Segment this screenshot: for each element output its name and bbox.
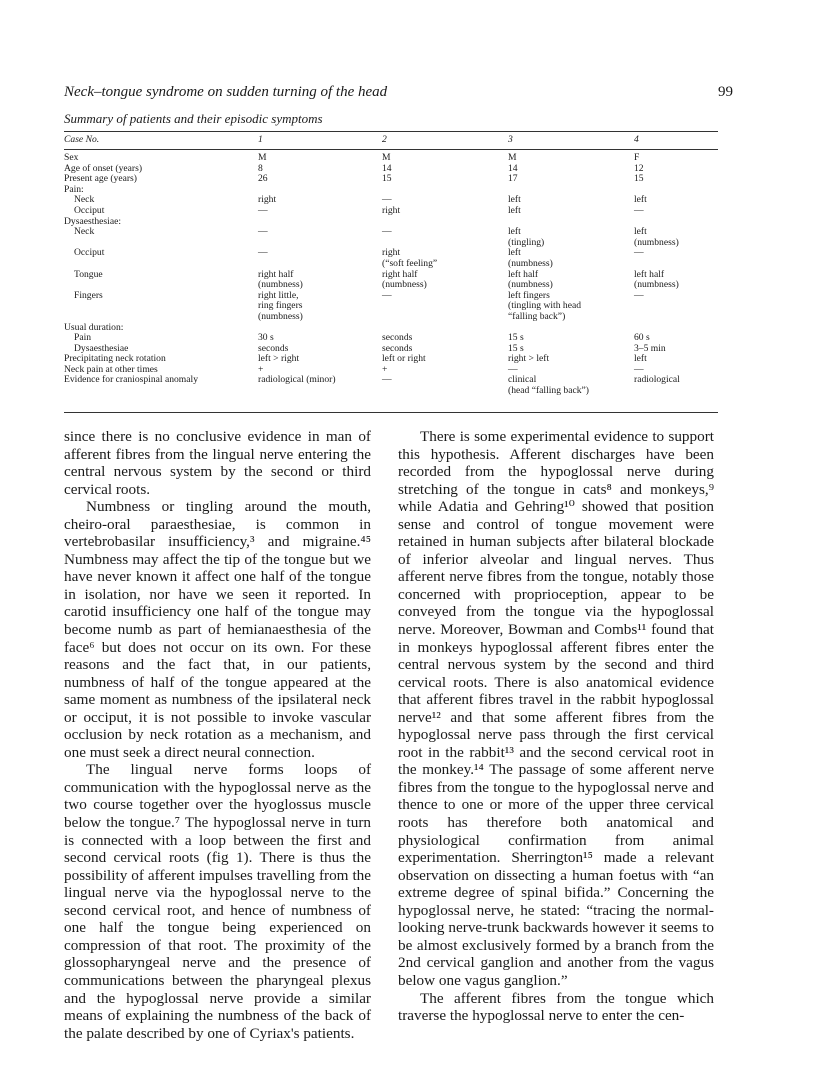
table-row [64, 354, 718, 365]
table-cell [258, 185, 382, 196]
summary-table [64, 135, 718, 397]
body-paragraph: Numbness or tingling around the mouth, cheiro-oral paraesthesiae, is common in vertebrobasilar insufficiency,³ and migraine.⁴⁵ Numbness may affect the tip of the tongue but we have never known it affect one half of the tongue in isolation, nor have we seen it reported. In carotid insufficiency one half of the tongue may become numb as part of hemianaesthesia of the face⁶ but does not occur on its own. For these reasons and the fact that, in our patients, numbness of half of the tongue appeared at the same moment as numbness of the ipsilateral neck or occiput, it is not possible to invoke vascular occlusion by neck rotation as a mechanism, and one must seek a direct neural connection. [64, 498, 371, 761]
body-column-left [64, 428, 371, 1042]
table-cell: left (numbness) [634, 226, 679, 248]
table-cell: left [508, 194, 521, 206]
table-cell [508, 217, 634, 228]
table-cell: 30 s [258, 332, 274, 344]
table-row-label: Neck [74, 226, 95, 238]
table-cell: right half (numbness) [382, 268, 427, 291]
table-cell: — [382, 374, 392, 386]
table-cell: 17 [508, 173, 518, 185]
table-row-label: Sex [64, 152, 79, 163]
table-cell: — [258, 226, 268, 238]
table-row [64, 291, 718, 323]
table-row-label: Present age (years) [64, 173, 137, 185]
table-row-label: Dysaesthesiae: [64, 215, 122, 227]
table-cell: left [634, 353, 647, 365]
body-column-right [398, 428, 714, 1025]
table-header-case-2: 2 [382, 134, 387, 145]
table-cell: 8 [258, 162, 263, 174]
table-cell: left > right [258, 353, 300, 365]
table-row-label: Precipitating neck rotation [64, 353, 166, 365]
table-header-case-4: 4 [634, 134, 639, 145]
running-header-title: Neck–tongue syndrome on sudden turning of the head [64, 84, 388, 100]
table-cell: 15 s [508, 342, 524, 354]
table-cell: radiological [634, 374, 680, 386]
table-header-case-no: Case No. [64, 134, 100, 145]
body-paragraph: The lingual nerve forms loops of communication with the hypoglossal nerve as the two course together over the hyoglossus muscle below the tongue.⁷ The hypoglossal nerve in turn is connected with a loop between the first and second cervical roots (fig 1). There is thus the possibility of afferent impulses travelling from the lingual nerve via the hypoglossal nerve to the second cervical root, and hence of numbness of one half the tongue being experienced on compression of that root. The proximity of the glossopharyngeal nerve and the presence of communications between the pharyngeal plexus and the hypoglossal nerve provide a similar means of explaining the numbness of the back of the palate described by one of Cyriax's patients. [64, 761, 371, 1042]
table-cell [508, 185, 634, 196]
table-cell: 15 s [508, 332, 524, 344]
table-cell: left half (numbness) [508, 268, 553, 291]
table-row-label: Pain [74, 332, 92, 344]
table-header-case-3: 3 [508, 134, 513, 145]
page-number: 99 [718, 84, 733, 100]
table-cell: — [508, 363, 518, 375]
body-paragraph: The afferent fibres from the tongue which traverse the hypoglossal nerve to enter the cen- [398, 989, 714, 1025]
body-paragraph: There is some experimental evidence to support this hypothesis. Afferent discharges have been recorded from the hypoglossal nerve during stretching of the tongue in cats⁸ and monkeys,⁹ while Adatia and Gehring¹⁰ showed that position sense and control of tongue movement were retained in human subjects after bilateral blockade of inferior alveolar and lingual nerves. Thus afferent nerve fibres from the tongue, notably those concerned with proprioception, appear to be conveyed from the tongue via the hypoglossal nerve. Moreover, Bowman and Combs¹¹ found that in monkeys hypoglossal afferent fibres enter the central nervous system by the second and third cervical roots. There is also anatomical evidence that afferent fibres travel in the rabbit hypoglossal nerve¹² and that some afferent fibres from the hypoglossal nerve pass through the first cervical root in the rabbit¹³ and the second cervical root in the monkey.¹⁴ The passage of some afferent nerve fibres from the tongue to the hypoglossal nerve and thence to one or more of the upper three cervical roots has therefore both anatomical and physiological confirmation from animal experimentation. Sherrington¹⁵ made a relevant observation on dissecting a human foetus with “an extreme degree of spinal bifida.” Concerning the hypoglossal nerve, he stated: “tracing the normal-looking nerve-trunk backwards however it seems to be almost exclusively formed by a branch from the 2nd cervical ganglion and another from the vagus below one vagus ganglion.” [398, 428, 714, 989]
table-bottom-rule [64, 412, 718, 413]
table-row-label: Neck pain at other times [64, 363, 158, 375]
table-cell: — [258, 247, 268, 259]
table-header-row [64, 135, 718, 153]
table-cell: seconds [382, 332, 413, 344]
table-row [64, 248, 718, 269]
table-cell: 15 [634, 173, 644, 185]
table-cell: right (“soft feeling” [382, 247, 438, 269]
table-cell: clinical (head “falling back”) [508, 374, 589, 397]
table-caption: Summary of patients and their episodic symptoms [64, 111, 323, 126]
table-cell: 60 s [634, 332, 650, 344]
table-cell: left [634, 194, 647, 206]
table-cell: M [508, 152, 517, 163]
table-cell: — [382, 226, 392, 238]
table-cell: — [258, 204, 268, 216]
body-paragraph: since there is no conclusive evidence in man of afferent fibres from the lingual nerve entering the central nervous system by the second or third cervical roots. [64, 428, 371, 498]
table-row-label: Usual duration: [64, 321, 124, 333]
table-cell: F [634, 152, 640, 163]
table-row-label: Dysaesthesiae [74, 342, 129, 354]
table-row [64, 375, 718, 396]
table-row-label: Fingers [74, 289, 103, 301]
table-cell [258, 323, 382, 334]
table-cell: 14 [382, 162, 392, 174]
table-row-label: Occiput [74, 204, 105, 216]
table-cell: radiological (minor) [258, 374, 336, 386]
table-cell [258, 217, 382, 228]
table-header-case-1: 1 [258, 134, 263, 145]
table-cell: right > left [508, 353, 550, 365]
table-cell: M [258, 152, 267, 163]
table-cell: right [382, 204, 401, 216]
table-row-label: Age of onset (years) [64, 162, 143, 174]
table-cell [508, 323, 634, 334]
table-row-label: Occiput [74, 247, 105, 259]
table-cell: — [634, 204, 644, 216]
table-cell: — [634, 247, 644, 259]
table-cell: — [634, 363, 644, 375]
table-row [64, 206, 718, 217]
table-cell: right little, ring fingers (numbness) [258, 289, 303, 322]
table-cell: right half (numbness) [258, 268, 303, 291]
table-row [64, 270, 718, 291]
table-row [64, 174, 718, 185]
table-cell: left or right [382, 353, 426, 365]
table-cell: seconds [382, 342, 413, 354]
table-cell: — [382, 289, 392, 301]
table-cell: left half (numbness) [634, 268, 679, 291]
table-cell: 3–5 min [634, 342, 666, 354]
table-cell: right [258, 194, 277, 206]
table-cell: left (tingling) [508, 226, 545, 248]
table-cell: left (numbness) [508, 247, 553, 269]
table-top-rule [64, 131, 718, 132]
table-row-label: Pain: [64, 183, 84, 195]
table-cell: — [634, 289, 644, 301]
table-cell: M [382, 152, 391, 163]
table-cell: 12 [634, 162, 644, 174]
table-cell: 15 [382, 173, 392, 185]
table-row-label: Evidence for craniospinal anomaly [64, 374, 198, 386]
table-cell: seconds [258, 342, 289, 354]
table-cell: + [382, 363, 388, 375]
table-cell: left fingers (tingling with head “falling back”) [508, 289, 582, 322]
table-row-label: Tongue [74, 268, 103, 280]
table-row-label: Neck [74, 194, 95, 206]
table-cell: 14 [508, 162, 518, 174]
table-row [64, 227, 718, 248]
table-cell: 26 [258, 173, 268, 185]
table-cell [382, 185, 508, 196]
table-cell [382, 217, 508, 228]
table-row [64, 153, 718, 164]
table-cell: + [258, 363, 264, 375]
table-cell: left [508, 204, 521, 216]
table-cell: — [382, 194, 392, 206]
